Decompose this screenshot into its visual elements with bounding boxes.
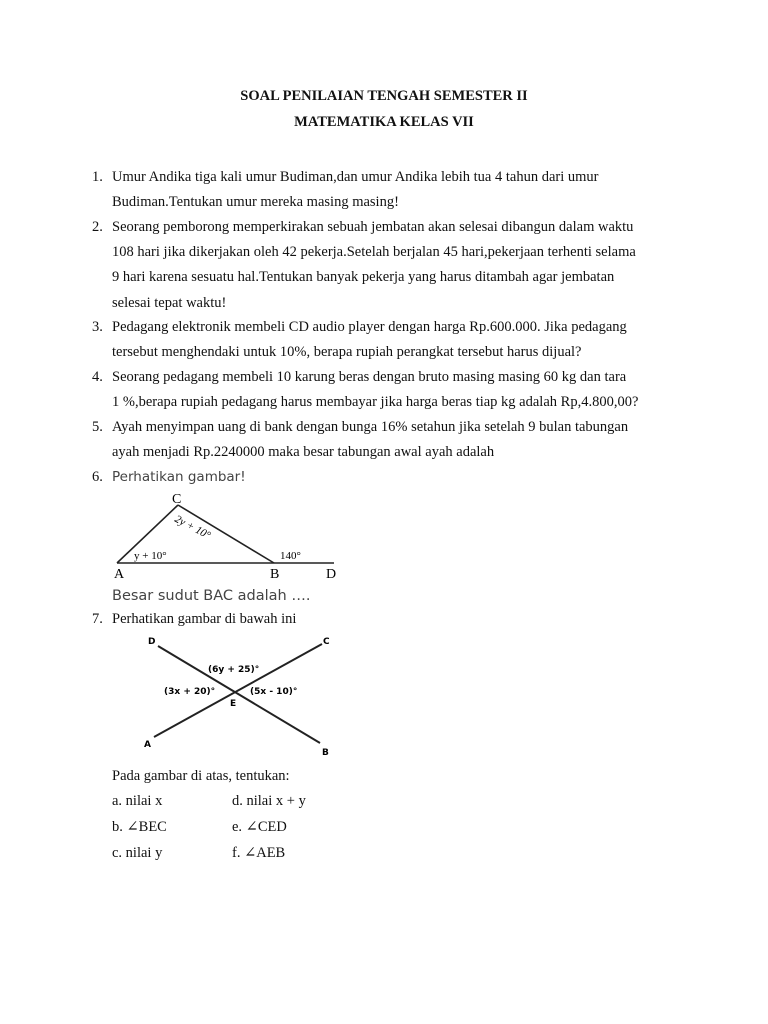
- question-text: Ayah menyimpan uang di bank dengan bunga 16% setahun jika setelah 9 bulan tabungan ayah menjadi Rp.2240000 maka besar tabungan awal ayah adalah: [112, 419, 629, 461]
- question-2: [92, 215, 692, 316]
- q7-intro: Pada gambar di atas, tentukan:: [112, 768, 290, 784]
- label-d: D: [148, 637, 156, 647]
- question-text: Perhatikan gambar!: [112, 469, 246, 485]
- question-number: 1.: [92, 169, 103, 185]
- angle-top-label: (6y + 25)°: [208, 665, 260, 675]
- label-c: C: [323, 637, 330, 647]
- q7-part-c: c. nilai y: [112, 845, 163, 861]
- question-1: [92, 165, 692, 215]
- question-number: 7.: [92, 611, 103, 627]
- intersecting-lines-figure: [140, 633, 340, 758]
- question-7: [92, 607, 692, 632]
- question-number: 5.: [92, 419, 103, 435]
- q7-part-f: f. ∠AEB: [232, 845, 286, 861]
- question-number: 2.: [92, 219, 103, 235]
- question-text: Seorang pedagang membeli 10 karung beras dengan bruto masing masing 60 kg dan tara 1 %,berapa rupiah pedagang harus membayar jika harga beras tiap kg adalah Rp,4.800,00?: [112, 369, 639, 411]
- question-text: Pedagang elektronik membeli CD audio player dengan harga Rp.600.000. Jika pedagang tersebut menghendaki untuk 10%, berapa rupiah perangkat tersebut harus dijual?: [112, 319, 627, 361]
- question-number: 6.: [92, 469, 103, 485]
- angle-right-label: (5x - 10)°: [250, 687, 298, 697]
- question-3: [92, 315, 692, 365]
- q7-part-e: e. ∠CED: [232, 819, 287, 835]
- question-text: Umur Andika tiga kali umur Budiman,dan umur Andika lebih tua 4 tahun dari umur Budiman.Tentukan umur mereka masing masing!: [112, 169, 599, 211]
- title-line-1: SOAL PENILAIAN TENGAH SEMESTER II: [240, 88, 528, 104]
- label-c: C: [172, 492, 182, 507]
- question-number: 3.: [92, 319, 103, 335]
- angle-left-label: (3x + 20)°: [164, 687, 216, 697]
- question-6: [92, 465, 692, 490]
- question-text: Perhatikan gambar di bawah ini: [112, 611, 297, 627]
- label-a: A: [144, 740, 151, 750]
- title-line-2: MATEMATIKA KELAS VII: [294, 114, 474, 130]
- label-a: A: [114, 567, 125, 581]
- angle-b-label: 140°: [280, 550, 301, 562]
- question-text: Seorang pemborong memperkirakan sebuah jembatan akan selesai dibangun dalam waktu 108 hari jika dikerjakan oleh 42 pekerja.Setelah berjalan 45 hari,pekerjaan terhenti selama 9 hari karena sesuatu hal.Tentukan banyak pekerja yang harus ditambah agar jembatan selesai tepat waktu!: [112, 219, 636, 311]
- question-4: [92, 365, 692, 415]
- angle-c-label: 2y + 10°: [172, 513, 213, 542]
- question-number: 4.: [92, 369, 103, 385]
- label-d: D: [326, 567, 337, 581]
- q7-part-a: a. nilai x: [112, 793, 163, 809]
- triangle-figure: [112, 491, 352, 581]
- question-5: [92, 415, 692, 465]
- label-b: B: [322, 748, 329, 758]
- angle-a-label: y + 10°: [134, 550, 167, 562]
- q7-part-d: d. nilai x + y: [232, 793, 306, 809]
- q7-part-b: b. ∠BEC: [112, 819, 167, 835]
- figure1-caption: Besar sudut BAC adalah ….: [112, 588, 311, 604]
- label-b: B: [270, 567, 280, 581]
- label-e: E: [230, 699, 237, 709]
